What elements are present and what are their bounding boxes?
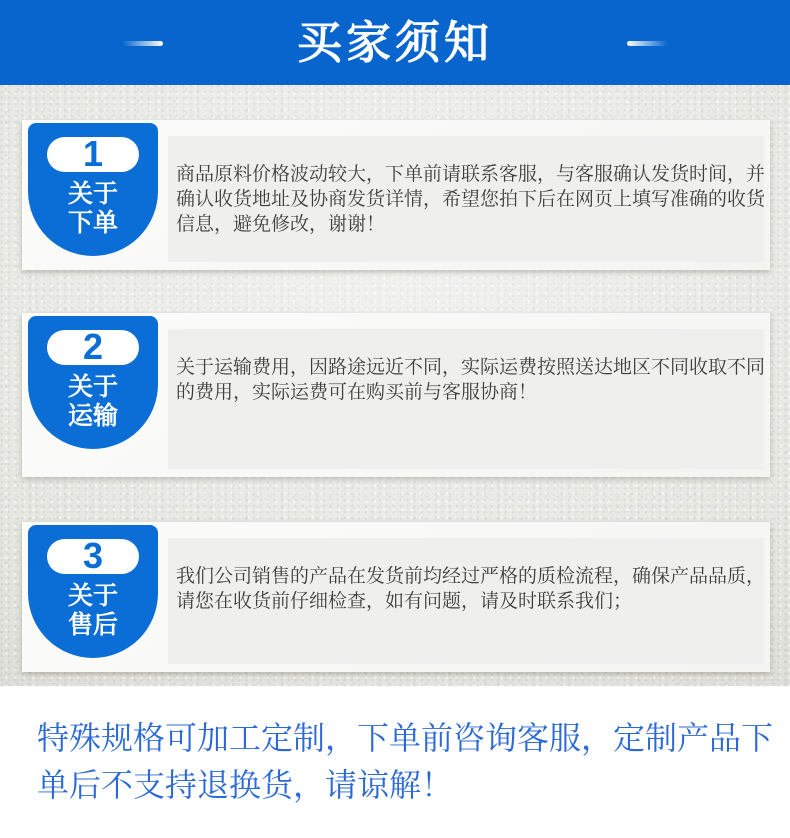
step-badge-2 <box>28 316 158 449</box>
page-title: 买家须知 <box>296 17 493 68</box>
step-label-line: 运输 <box>67 402 118 430</box>
step-number-3: 3 <box>82 534 104 576</box>
notice-card-aftersales <box>22 522 770 672</box>
step-number-1: 1 <box>82 132 104 174</box>
step-badge-1 <box>28 123 158 256</box>
notice-card-order <box>22 120 770 270</box>
notice-line: 信息，避免修改，谢谢！ <box>176 214 386 235</box>
step-label-line: 下单 <box>67 209 118 237</box>
notice-line: 确认收货地址及协商发货详情，希望您拍下后在网页上填写准确的收货 <box>176 189 766 210</box>
footer-note <box>37 715 773 809</box>
step-label-line: 关于 <box>67 373 118 401</box>
header-dash-right-icon <box>627 41 667 46</box>
step-label-2 <box>28 373 158 431</box>
header-banner <box>0 0 790 85</box>
step-number-2: 2 <box>82 325 104 367</box>
notice-text-panel-1 <box>168 136 764 262</box>
step-number-pill-1 <box>47 132 139 174</box>
step-badge-3 <box>28 525 158 658</box>
notice-text-panel-2 <box>168 329 764 469</box>
step-label-1 <box>28 180 158 238</box>
notice-line: 商品原料价格波动较大，下单前请联系客服，与客服确认发货时间，并 <box>176 164 766 185</box>
step-label-line: 关于 <box>67 180 118 208</box>
notice-card-shipping <box>22 313 770 477</box>
step-number-pill-2 <box>47 325 139 367</box>
notice-text-panel-3 <box>168 538 764 664</box>
notice-line: 的费用，实际运费可在购买前与客服协商！ <box>176 382 538 403</box>
footer-note-line: 单后不支持退换货，请谅解！ <box>37 767 454 803</box>
step-number-pill-3 <box>47 534 139 576</box>
step-label-3 <box>28 582 158 640</box>
footer-note-line: 特殊规格可加工定制，下单前咨询客服，定制产品下 <box>37 720 774 756</box>
notice-line: 我们公司销售的产品在发货前均经过严格的质检流程，确保产品品质， <box>176 566 766 587</box>
notice-line: 关于运输费用，因路途远近不同，实际运费按照送达地区不同收取不同 <box>176 357 766 378</box>
step-label-line: 售后 <box>67 611 118 639</box>
step-label-line: 关于 <box>67 582 118 610</box>
notice-line: 请您在收货前仔细检查，如有问题，请及时联系我们； <box>176 591 633 612</box>
